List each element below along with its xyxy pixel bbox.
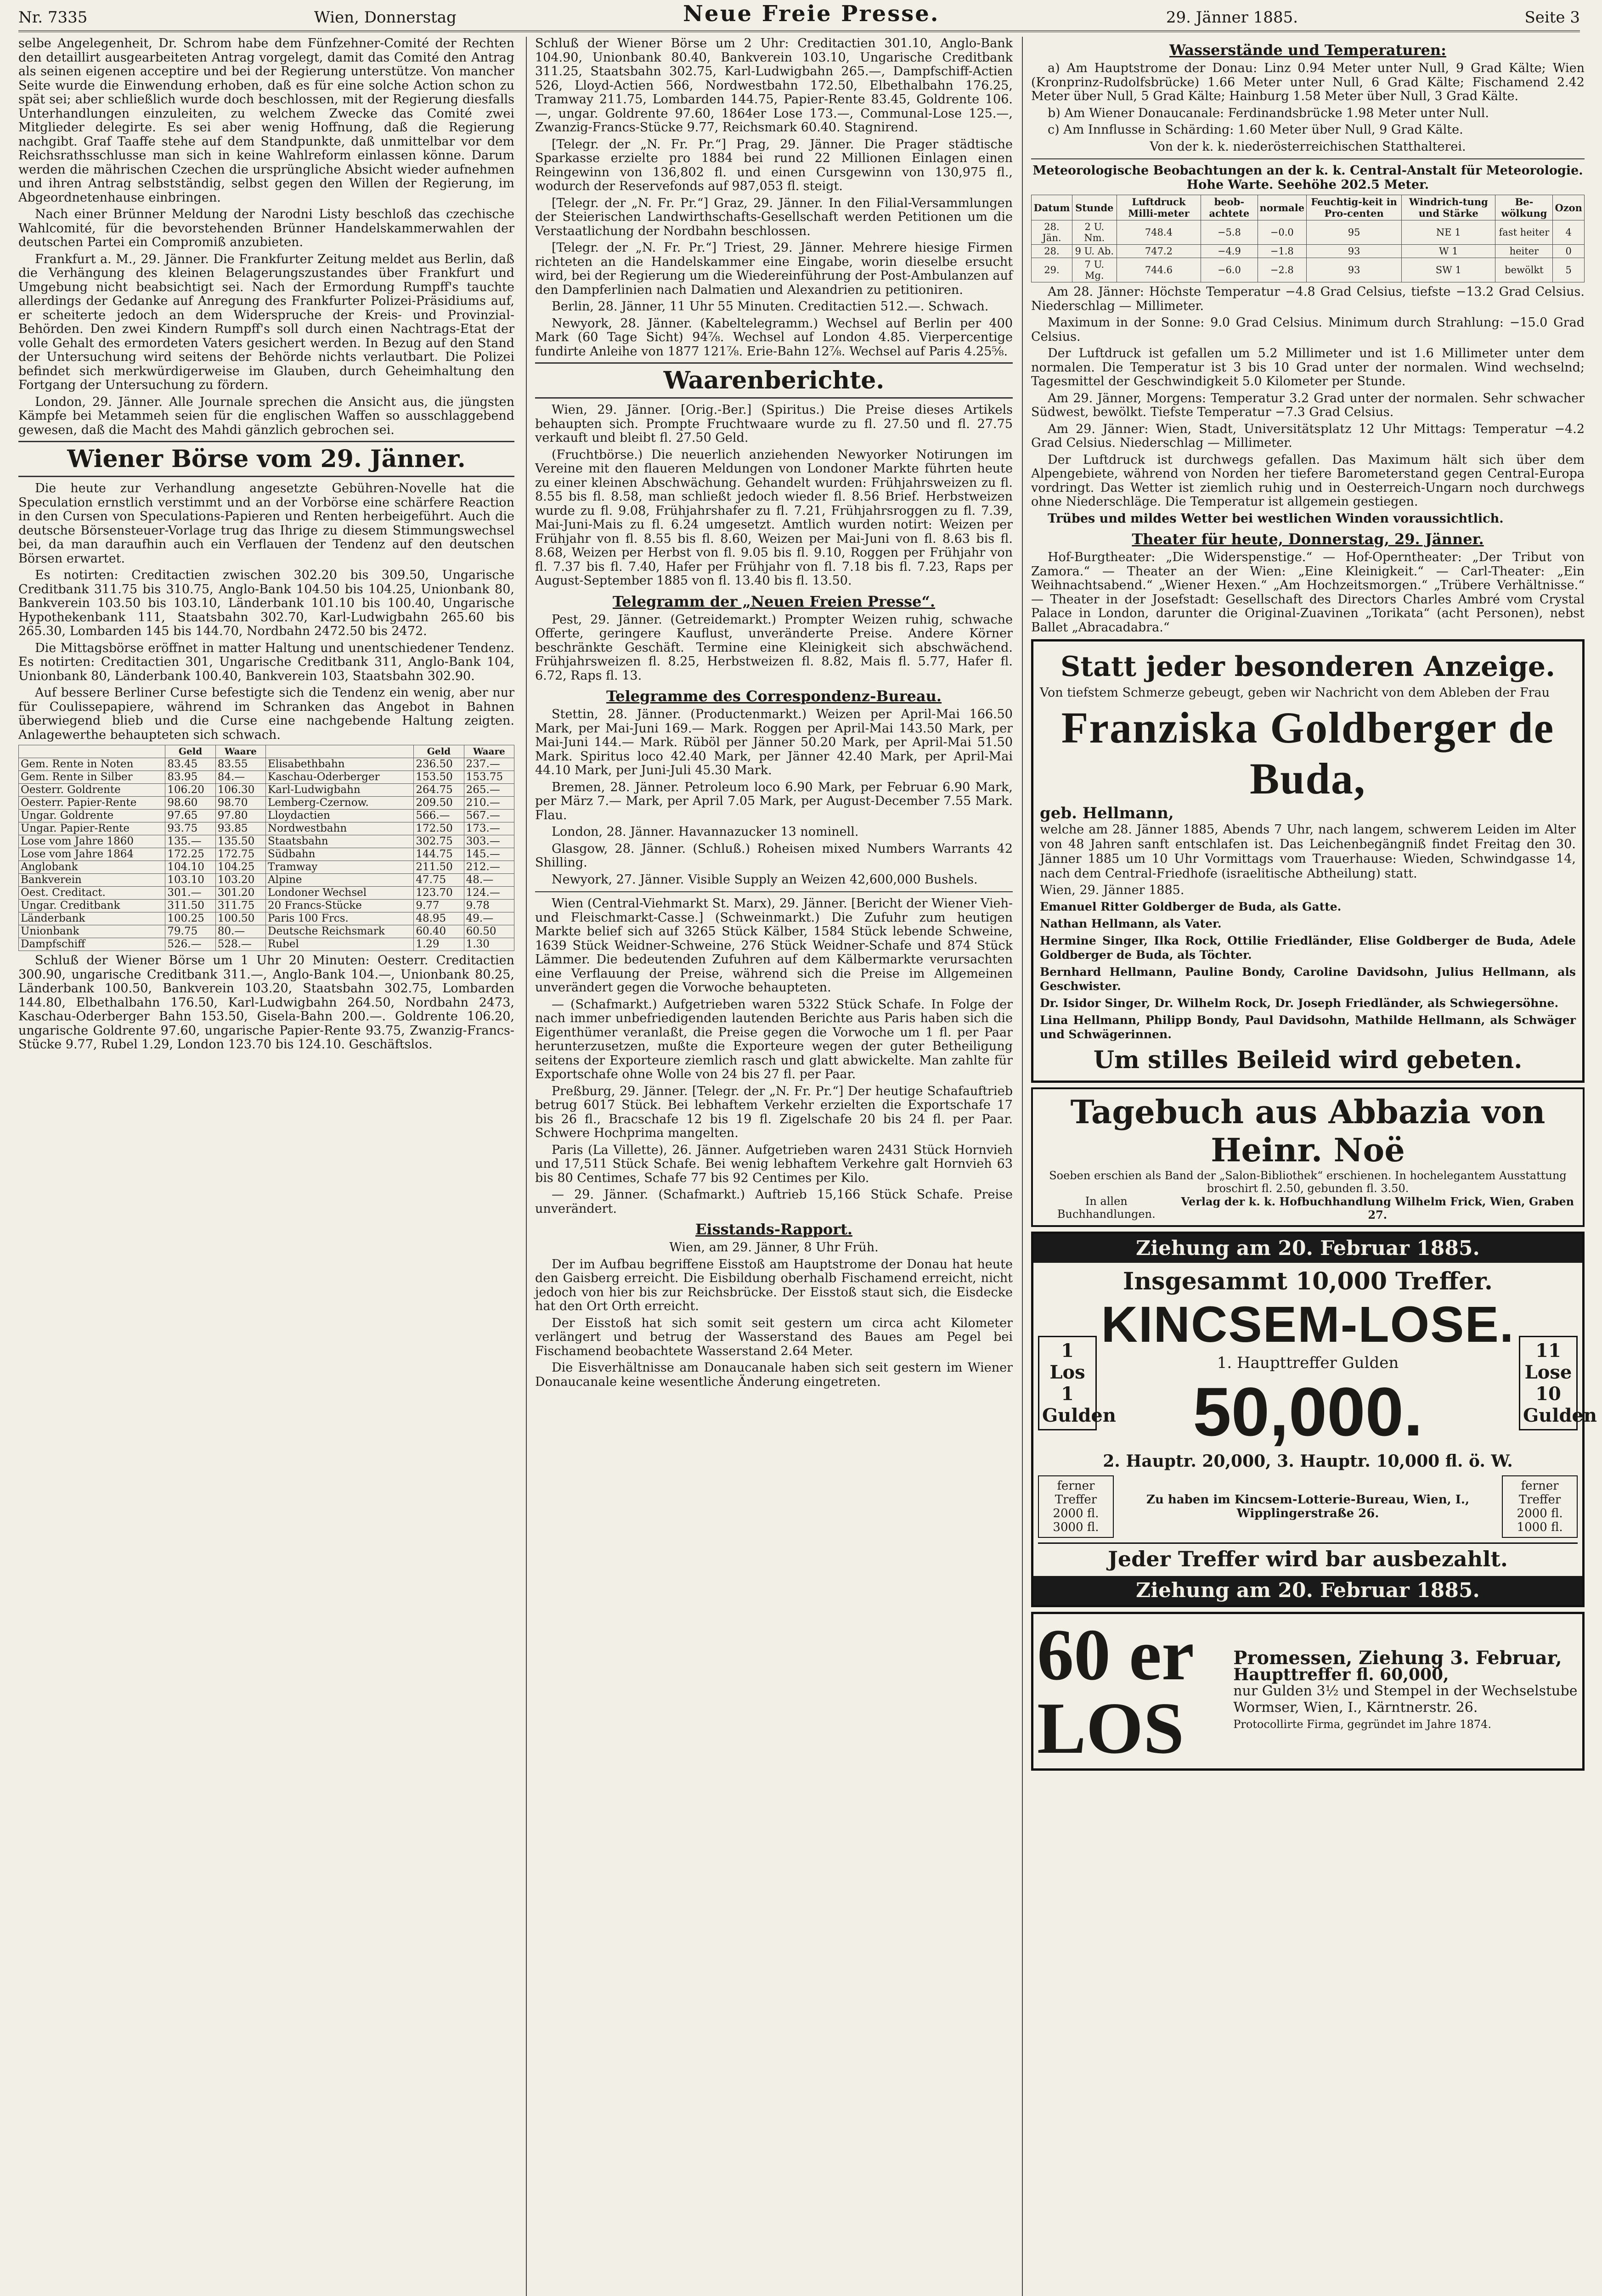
quotes-cell: Südbahn: [266, 848, 414, 861]
death-notice-heading: Statt jeder besonderen Anzeige.: [1060, 651, 1555, 683]
lottery-bulk-price: 11 Lose 10 Gulden: [1519, 1336, 1578, 1430]
london-report: London, 29. Jänner. Alle Journale sprechen die Ansicht aus, die jüngsten Kämpfe bei Metammeh seien für die englischen Waffen so ausschlaggebend gewesen, daß die Macht des Mahdi gänzlich gebrochen sei.: [18, 394, 514, 437]
quotes-cell: Oest. Creditact.: [19, 887, 165, 900]
meteorology-header-cell: beob-achtete: [1201, 195, 1258, 220]
quotes-cell: 211.50: [414, 861, 464, 874]
quotes-cell: 93.75: [165, 822, 215, 835]
ice-report-paragraph: Der im Aufbau begriffene Eisstoß am Hauptstrome der Donau hat heute den Gaisberg erreicht. Die Eisbildung oberhalb Fischamend erreicht, nicht jedoch von hier bis zur Reichsbrücke. Der Eisstoß staut sich, die Eisdecke hat den Ort Orth erreicht.: [535, 1257, 1013, 1313]
promessen-ad: [1031, 1612, 1585, 1771]
quotes-cell: 48.—: [464, 874, 514, 887]
quotes-cell: 135.—: [165, 835, 215, 848]
meteorology-cell: 744.6: [1117, 258, 1201, 282]
quotes-cell: Unionbank: [19, 925, 165, 938]
quotes-cell: 83.45: [165, 758, 215, 771]
mourner-line: Bernhard Hellmann, Pauline Bondy, Caroline Davidsohn, Julius Hellmann, als Geschwister.: [1040, 965, 1576, 993]
lottery-footer: Jeder Treffer wird bar ausbezahlt.: [1038, 1542, 1578, 1571]
quotes-cell: 104.10: [165, 861, 215, 874]
mourner-line: Nathan Hellmann, als Vater.: [1040, 917, 1222, 930]
table-row: [19, 925, 514, 938]
lottery-main-label: 1. Haupttreffer Gulden: [1217, 1354, 1399, 1372]
quotes-cell: 210.—: [464, 797, 514, 810]
meteorology-header-cell: Datum: [1032, 195, 1072, 220]
meteorology-cell: 93: [1307, 245, 1402, 258]
quotes-cell: 106.30: [215, 784, 265, 797]
ice-report-date: Wien, am 29. Jänner, 8 Uhr Früh.: [669, 1240, 879, 1255]
meteorology-table: [1031, 195, 1585, 282]
book-ad: [1031, 1087, 1585, 1227]
sheep-market-report-2: — 29. Jänner. (Schafmarkt.) Auftrieb 15,166 Stück Schafe. Preise unverändert.: [535, 1187, 1013, 1216]
death-notice-closing: Um stilles Beileid wird gebeten.: [1093, 1046, 1523, 1074]
meteorology-header-cell: Luftdruck Milli-meter: [1117, 195, 1201, 220]
quotes-header-cell: Geld: [414, 745, 464, 758]
meteorology-cell: −4.9: [1201, 245, 1258, 258]
newspaper-title: Neue Freie Presse.: [683, 1, 940, 27]
quotes-cell: Ungar. Creditbank: [19, 900, 165, 912]
lottery-extra-prizes: ferner Treffer 2000 fl. 1000 fl.: [1502, 1475, 1578, 1538]
quotes-cell: 237.—: [464, 758, 514, 771]
quotes-cell: 302.75: [414, 835, 464, 848]
meteorology-cell: 28. Jän.: [1032, 220, 1072, 245]
page-number: Seite 3: [1524, 8, 1580, 27]
quotes-cell: Kaschau-Oderberger: [266, 771, 414, 784]
table-row: [19, 835, 514, 848]
table-row: [19, 938, 514, 951]
quotes-cell: Anglobank: [19, 861, 165, 874]
boerse-paragraph: Die heute zur Verhandlung angesetzte Gebühren-Novelle hat die Speculation ernstlich verstimmt und an der Vorbörse eine schärfere Reaction in den Cursen von Speculations-Papieren und Renten herbeigeführt. Auch die deutsche Börsensteuer-Vorlage trug das Ihrige zu diesem Stimmungswechsel bei, da man daraufhin auch ein Verflauen der Tendenz auf den deutschen Börsen erwartet.: [18, 481, 514, 566]
quotes-cell: 48.95: [414, 912, 464, 925]
quotes-cell: 311.50: [165, 900, 215, 912]
meteorology-cell: 9 U. Ab.: [1072, 245, 1117, 258]
lottery-ad: [1031, 1232, 1597, 1607]
quotes-cell: Gem. Rente in Silber: [19, 771, 165, 784]
column-2: [526, 37, 1013, 2296]
issue-number: Nr. 7335: [18, 8, 88, 27]
quotes-cell: Länderbank: [19, 912, 165, 925]
quotes-cell: Staatsbahn: [266, 835, 414, 848]
quotes-cell: Oesterr. Goldrente: [19, 784, 165, 797]
quotes-cell: 97.65: [165, 810, 215, 822]
quotes-cell: Gem. Rente in Noten: [19, 758, 165, 771]
table-row: [19, 758, 514, 771]
meteorology-paragraph: Der Luftdruck ist gefallen um 5.2 Millimeter und ist 1.6 Millimeter unter dem normalen. Die Temperatur ist 3 bis 10 Grad unter der normalen. Wind wechselnd; Tagesmittel der Geschwindigkeit 5.0 Kilometer per Stunde.: [1031, 346, 1585, 388]
water-levels-source: Von der k. k. niederösterreichischen Statthalterei.: [1150, 139, 1466, 154]
mourner-line: Emanuel Ritter Goldberger de Buda, als Gatte.: [1040, 900, 1342, 913]
lottery-total: Insgesammt 10,000 Treffer.: [1123, 1267, 1493, 1295]
column-3: [1022, 37, 1597, 2296]
lottery-seller: Zu haben im Kincsem-Lotterie-Bureau, Wien, I., Wipplingerstraße 26.: [1146, 1493, 1469, 1520]
quotes-cell: 123.70: [414, 887, 464, 900]
quotes-cell: 100.25: [165, 912, 215, 925]
table-row: [19, 912, 514, 925]
mourner-line: Lina Hellmann, Philipp Bondy, Paul Davidsohn, Mathilde Hellmann, als Schwäger und Schwägerinnen.: [1040, 1013, 1576, 1041]
quotes-cell: 311.75: [215, 900, 265, 912]
book-shops: In allen Buchhandlungen.: [1057, 1195, 1156, 1221]
quotes-cell: Deutsche Reichsmark: [266, 925, 414, 938]
quotes-cell: 9.77: [414, 900, 464, 912]
promessen-firm: Protocollirte Firma, gegründet im Jahre 1874.: [1233, 1718, 1492, 1731]
quotes-cell: Lose vom Jahre 1864: [19, 848, 165, 861]
death-notice-intro: Von tiefstem Schmerze gebeugt, geben wir Nachricht von dem Ableben der Frau: [1040, 686, 1550, 700]
quotes-cell: 303.—: [464, 835, 514, 848]
quotes-cell: Tramway: [266, 861, 414, 874]
quotes-cell: Lemberg-Czernow.: [266, 797, 414, 810]
quotes-cell: 172.75: [215, 848, 265, 861]
table-row: [19, 887, 514, 900]
meteorology-paragraph: Am 29. Jänner, Morgens: Temperatur 3.2 Grad unter der normalen. Sehr schwacher Südwest, bewölkt. Tiefste Temperatur −7.3 Grad Celsius.: [1031, 391, 1585, 419]
quotes-cell: Elisabethbahn: [266, 758, 414, 771]
meteorology-cell: −6.0: [1201, 258, 1258, 282]
sheep-market-report: — (Schafmarkt.) Aufgetrieben waren 5322 Stück Schafe. In Folge der nach immer unbefriedigenden lautenden Berichte aus Paris haben sich die Eigenthümer veranlaßt, die Preise gegen die Vorwoche um 1 fl. per Paar herunterzusetzen, mußte die Exporteure wegen der guter Betheiligung seitens der Exporteure ziemlich rasch und glatt abwickelte. Man zahlte für Exportschafe ohne Wolle von 24 bis 27 fl. per Paar.: [535, 997, 1013, 1081]
lottery-draw-date-bottom: Ziehung am 20. Februar 1885.: [1033, 1576, 1582, 1605]
death-notice: [1031, 639, 1585, 1083]
quotes-cell: 79.75: [165, 925, 215, 938]
lottery-extra-prizes: ferner Treffer 2000 fl. 3000 fl.: [1038, 1475, 1114, 1538]
prague-report: [Telegr. der „N. Fr. Pr.“] Prag, 29. Jänner. Die Prager städtische Sparkasse erzielte pro 1884 bei rund 22 Millionen Einlagen einen Reingewinn von 136,802 fl. und einen Cursgewinn von 130,975 fl., wodurch der Reservefonds auf 987,053 fl. steigt.: [535, 137, 1013, 193]
divider: [1031, 158, 1585, 159]
quotes-header-cell: Waare: [464, 745, 514, 758]
meteorology-cell: SW 1: [1402, 258, 1495, 282]
quotes-cell: 103.10: [165, 874, 215, 887]
quotes-header-cell: Waare: [215, 745, 265, 758]
table-row: [19, 874, 514, 887]
deceased-name: Franziska Goldberger de Buda,: [1061, 703, 1555, 803]
quotes-header-cell: Geld: [165, 745, 215, 758]
quotes-cell: 124.—: [464, 887, 514, 900]
deceased-born: geb. Hellmann,: [1040, 804, 1174, 822]
meteorology-header-cell: Stunde: [1072, 195, 1117, 220]
water-levels-paragraph: a) Am Hauptstrome der Donau: Linz 0.94 Meter unter Null, 9 Grad Kälte; Wien (Kronprinz-Rudolfsbrücke) 1.66 Meter unter Null, 6 Grad Kälte; Fischamend 2.42 Meter über Null, 5 Grad Kälte; Hainburg 1.58 Meter über Null, 3 Grad Kälte.: [1031, 61, 1585, 103]
meteorology-heading: Meteorologische Beobachtungen an der k. k. Central-Anstalt für Meteorologie. Hohe Warte. Seehöhe 202.5 Meter.: [1032, 163, 1583, 192]
meteorology-cell: −2.8: [1258, 258, 1307, 282]
meteorology-cell: heiter: [1495, 245, 1553, 258]
quotes-cell: 60.40: [414, 925, 464, 938]
quotes-cell: 172.25: [165, 848, 215, 861]
table-row: [19, 848, 514, 861]
meteorology-cell: 95: [1307, 220, 1402, 245]
quotes-cell: Lloydactien: [266, 810, 414, 822]
pressburg-report: Preßburg, 29. Jänner. [Telegr. der „N. Fr. Pr.“] Der heutige Schafauftrieb betrug 6017 Stück. Bei lebhaftem Verkehr erzielten die Exportschafe 17 bis 26 fl., Bracschafe 12 bis 19 fl. Zigelschafe 20 bis 24 fl. per Paar. Schwere Hochprima mangelten.: [535, 1084, 1013, 1140]
meteorology-cell: −5.8: [1201, 220, 1258, 245]
glasgow-report: Glasgow, 28. Jänner. (Schluß.) Roheisen mixed Numbers Warrants 42 Shilling.: [535, 841, 1013, 870]
quotes-cell: 528.—: [215, 938, 265, 951]
article-paragraph: Nach einer Brünner Meldung der Narodni Listy beschloß das czechische Wahlcomité, für die bevorstehenden Brünner Handelskammerwahlen der deutschen Partei ein Compromiß anzubieten.: [18, 207, 514, 249]
table-row: [1032, 220, 1585, 245]
book-subtitle: Soeben erschien als Band der „Salon-Bibliothek“ erschienen. In hochelegantem Ausstattung broschirt fl. 2.50, gebunden fl. 3.50.: [1049, 1169, 1567, 1195]
promessen-number: 60 er LOS: [1037, 1614, 1193, 1769]
quotes-cell: 80.—: [215, 925, 265, 938]
quotes-cell: 135.50: [215, 835, 265, 848]
divider: [535, 891, 1013, 892]
weather-forecast: Trübes und mildes Wetter bei westlichen Winden voraussichtlich.: [1048, 511, 1504, 526]
meteorology-cell: 4: [1553, 220, 1585, 245]
graz-report: [Telegr. der „N. Fr. Pr.“] Graz, 29. Jänner. In den Filial-Versammlungen der Steierischen Landwirthschafts-Gesellschaft werden Petitionen um die Verstaatlichung der Nordbahn beschlossen.: [535, 196, 1013, 238]
bremen-report: Bremen, 28. Jänner. Petroleum loco 6.90 Mark, per Februar 6.90 Mark, per März 7.— Mark, per April 7.05 Mark, per August-December 7.55 Mark. Flau.: [535, 780, 1013, 822]
ice-report-paragraph: Der Eisstoß hat sich somit seit gestern um circa acht Kilometer verlängert und betrug der Wasserstand des Baues am Pegel bei Fischamend beobachtete Wasserstand 2.64 Meter.: [535, 1316, 1013, 1358]
water-levels-paragraph: c) Am Innflusse in Schärding: 1.60 Meter über Null, 9 Grad Kälte.: [1048, 123, 1463, 137]
ice-report-heading: Eisstands-Rapport.: [695, 1221, 852, 1238]
quotes-cell: Paris 100 Frcs.: [266, 912, 414, 925]
waaren-heading: Waarenberichte.: [535, 362, 1013, 399]
quotes-cell: 236.50: [414, 758, 464, 771]
meteorology-cell: 29.: [1032, 258, 1072, 282]
quotes-cell: 9.78: [464, 900, 514, 912]
table-row: [19, 900, 514, 912]
meteorology-cell: 93: [1307, 258, 1402, 282]
page-header: [18, 0, 1580, 32]
quotes-cell: Dampfschiff: [19, 938, 165, 951]
meteorology-cell: 7 U. Mg.: [1072, 258, 1117, 282]
promessen-prize: Haupttreffer fl. 60,000,: [1233, 1665, 1449, 1684]
meteorology-header-cell: Feuchtig-keit in Pro-centen: [1307, 195, 1402, 220]
meteorology-cell: bewölkt: [1495, 258, 1553, 282]
promessen-details: nur Gulden 3½ und Stempel in der Wechselstube Wormser, Wien, I., Kärntnerstr. 26.: [1233, 1683, 1578, 1716]
quotes-cell: Ungar. Papier-Rente: [19, 822, 165, 835]
boerse-heading: Wiener Börse vom 29. Jänner.: [18, 441, 514, 477]
meteorology-header-cell: Ozon: [1553, 195, 1585, 220]
quotes-cell: 566.—: [414, 810, 464, 822]
table-row: [1032, 245, 1585, 258]
quotes-cell: 47.75: [414, 874, 464, 887]
theater-heading: Theater für heute, Donnerstag, 29. Jänner.: [1132, 530, 1484, 548]
promessen-headline: Promessen, Ziehung 3. Februar,: [1233, 1647, 1562, 1669]
correspondenz-heading: Telegramme des Correspondenz-Bureau.: [606, 687, 942, 705]
quotes-cell: Bankverein: [19, 874, 165, 887]
quotes-table: [18, 745, 514, 951]
meteorology-paragraph: Maximum in der Sonne: 9.0 Grad Celsius. Minimum durch Strahlung: −15.0 Grad Celsius.: [1031, 315, 1585, 344]
lottery-single-price: 1 Los 1 Gulden: [1038, 1336, 1097, 1430]
quotes-cell: 98.60: [165, 797, 215, 810]
theater-listing: Hof-Burgtheater: „Die Widerspenstige.“ — Hof-Operntheater: „Der Tribut von Zamora.“ — Theater an der Wien: „Eine Kleinigkeit.“ — Carl-Theater: „Ein Weihnachtsabend.“ „Wiener Hexen.“ „Am Hochzeitsmorgen.“ „Trübere Verhältnisse.“ — Theater in der Josefstadt: Gesellschaft des Directors Charles Ambré vom Crystal Palace in London, darunter die Original-Zuavinen „Torikata“ (acht Personen), nebst Ballet „Abracadabra.“: [1031, 550, 1585, 635]
meteorology-cell: 748.4: [1117, 220, 1201, 245]
quotes-header-cell: [266, 745, 414, 758]
berlin-report: Berlin, 28. Jänner, 11 Uhr 55 Minuten. Creditactien 512.—. Schwach.: [552, 299, 989, 314]
column-1: [18, 37, 514, 2296]
boerse-paragraph: Es notirten: Creditactien zwischen 302.20 bis 309.50, Ungarische Creditbank 311.75 bis 310.75, Anglo-Bank 104.50 bis 104.25, Unionbank 80, Bankverein 103.50 bis 103.10, Länderbank 101.10 bis 100.40, Ungarische Hypothekenbank 111, Staatsbahn 302.70, Karl-Ludwigbahn 265.60 bis 265.30, Lombarden 145 bis 144.70, Nordbahn 2472.50 bis 2472.: [18, 568, 514, 638]
meteorology-cell: −0.0: [1258, 220, 1307, 245]
meteorology-cell: 747.2: [1117, 245, 1201, 258]
london-sugar-report: London, 28. Jänner. Havannazucker 13 nominell.: [552, 825, 859, 839]
meteorology-cell: fast heiter: [1495, 220, 1553, 245]
water-levels-heading: Wasserstände und Temperaturen:: [1169, 41, 1446, 59]
quotes-cell: 144.75: [414, 848, 464, 861]
lottery-other-prizes: 2. Hauptr. 20,000, 3. Hauptr. 10,000 fl. ö. W.: [1103, 1452, 1513, 1471]
quotes-cell: 209.50: [414, 797, 464, 810]
quotes-cell: Londoner Wechsel: [266, 887, 414, 900]
quotes-cell: 93.85: [215, 822, 265, 835]
meteorology-cell: W 1: [1402, 245, 1495, 258]
mourner-line: Dr. Isidor Singer, Dr. Wilhelm Rock, Dr. Joseph Friedländer, als Schwiegersöhne.: [1040, 996, 1559, 1010]
issue-place-day: Wien, Donnerstag: [314, 8, 457, 27]
trieste-report: [Telegr. der „N. Fr. Pr.“] Triest, 29. Jänner. Mehrere hiesige Firmen richteten an die Handelskammer eine Eingabe, worin dieselbe ersucht wird, bei der Regierung um die Wiedereinführung der Post-Ambulanzen auf den Dampferlinien nach Dalmatien und Alexandrien zu petitioniren.: [535, 241, 1013, 297]
quotes-cell: 20 Francs-Stücke: [266, 900, 414, 912]
cattle-market-report: Wien (Central-Viehmarkt St. Marx), 29. Jänner. [Bericht der Wiener Vieh- und Fleischmarkt-Casse.] (Schweinmarkt.) Die Zufuhr zum heutigen Markte belief sich auf 3265 Stück Kälber, 1584 Stück lebende Schweine, 1639 Stück Weidner-Schweine, 276 Stück Weidner-Schafe und 874 Stück Lämmer. Die bedeutenden Zufuhren auf dem Kälbermarkte verursachten eine Verflauung der Preise, während sich die Preise im Allgemeinen unverändert gegen die Vorwoche behaupteten.: [535, 896, 1013, 995]
quotes-header-cell: [19, 745, 165, 758]
quotes-cell: Rubel: [266, 938, 414, 951]
fruchtboerse-report: (Fruchtbörse.) Die neuerlich anziehenden Newyorker Notirungen im Vereine mit den flaueren Meldungen von Londoner Markte führten heute zu einer kleinen Abschwächung. Gehandelt wurden: Frühjahrsweizen zu fl. 8.55 bis fl. 8.58, man schließt jedoch wieder fl. 8.56 Brief. Herbstweizen wurde zu fl. 9.08, Frühjahrshafer zu fl. 7.21, Frühjahrsroggen zu fl. 7.39, Mai-Juni-Mais zu fl. 6.24 umgesetzt. Amtlich wurden notirt: Weizen per Frühjahr von fl. 8.55 bis fl. 8.60, Weizen per Mai-Juni von fl. 8.63 bis fl. 8.68, Weizen per Herbst von fl. 9.05 bis fl. 9.10, Roggen per Frühjahr von fl. 7.37 bis fl. 7.40, Hafer per Frühjahr von fl. 7.18 bis fl. 7.23, Raps per August-September 1885 von fl. 13.40 bis fl. 13.50.: [535, 447, 1013, 588]
spiritus-report: Wien, 29. Jänner. [Orig.-Ber.] (Spiritus.) Die Preise dieses Artikels behaupten sich. Prompte Fruchtwaare wurde zu fl. 27.50 und fl. 27.75 verkauft und bleibt fl. 27.50 Geld.: [535, 403, 1013, 445]
quotes-cell: 153.75: [464, 771, 514, 784]
death-notice-place: Wien, 29. Jänner 1885.: [1040, 883, 1185, 897]
quotes-cell: 265.—: [464, 784, 514, 797]
meteorology-header-cell: Windrich-tung und Stärke: [1402, 195, 1495, 220]
quotes-cell: 98.70: [215, 797, 265, 810]
meteorology-cell: −1.8: [1258, 245, 1307, 258]
article-paragraph: selbe Angelegenheit, Dr. Schrom habe dem Fünfzehner-Comité der Rechten den detaillirt ausgearbeiteten Antrag vorgelegt, damit das Comité den Antrag als seinen eigenen acceptire und bei der Regierung unterstütze. Von mancher Seite wurde die Einwendung erhoben, daß es für eine solche Action schon zu spät sei; aber schließlich wurde doch beschlossen, mit der Regierung diesfalls Unterhandlungen einzuleiten, zu welchem Zwecke das Comité zwei Mitglieder delegirte. Es sei aber wenig Hoffnung, daß die Regierung nachgibt. Graf Taaffe stehe auf dem Standpunkte, daß unmittelbar vor dem Reichsrathsschlusse man sich in keine Wahlreform einlassen könne. Darum werden die mährischen Czechen die ursprüngliche Absicht wieder aufnehmen und ihren Antrag selbstständig, selbst gegen den Willen der Regierung, im Abgeordnetenhause einbringen.: [18, 36, 514, 205]
quotes-cell: Lose vom Jahre 1860: [19, 835, 165, 848]
water-levels-paragraph: b) Am Wiener Donaucanale: Ferdinandsbrücke 1.98 Meter unter Null.: [1048, 106, 1489, 120]
book-publisher: Verlag der k. k. Hofbuchhandlung Wilhelm Frick, Wien, Graben 27.: [1181, 1195, 1574, 1221]
newyork-report: Newyork, 28. Jänner. (Kabeltelegramm.) Wechsel auf Berlin per 400 Mark (60 Tage Sicht) 94⅞. Wechsel auf London 4.85. Vierpercentige fundirte Anleihe von 1877 121⅞. Erie-Bahn 12⅞. Wechsel auf Paris 4.25⅝.: [535, 316, 1013, 359]
issue-date: 29. Jänner 1885.: [1166, 8, 1298, 27]
quotes-cell: Karl-Ludwigbahn: [266, 784, 414, 797]
boerse-closing: Schluß der Wiener Börse um 1 Uhr 20 Minuten: Oesterr. Creditactien 300.90, ungarische Creditbank 311.—, Anglo-Bank 104.—, Unionbank 80.25, Länderbank 100.50, Bankverein 103.20, Staatsbahn 302.75, Lombarden 144.80, Elbethalbahn 176.50, Karl-Ludwigbahn 264.50, Nordbahn 2473, Kaschau-Oderberger Bahn 153.50, Gisela-Bahn 200.—. Goldrente 106.20, ungarische Goldrente 97.60, ungarische Papier-Rente 93.75, Zwanzig-Francs-Stücke 9.77, Rubel 1.29, London 123.70 bis 124.10. Geschäftslos.: [18, 953, 514, 1052]
quotes-cell: 106.20: [165, 784, 215, 797]
table-row: [1032, 258, 1585, 282]
quotes-cell: Oesterr. Papier-Rente: [19, 797, 165, 810]
stettin-report: Stettin, 28. Jänner. (Productenmarkt.) Weizen per April-Mai 166.50 Mark, per Mai-Juni 169.— Mark. Roggen per April-Mai 143.50 Mark, per Mai-Juni 144.— Mark. Rüböl per Jänner 50.20 Mark, per April-Mai 51.50 Mark. Spiritus loco 42.40 Mark, per Jänner 42.40 Mark, per April-Mai 44.10 Mark, per Juni-Juli 45.30 Mark.: [535, 707, 1013, 777]
meteorology-paragraph: Am 29. Jänner: Wien, Stadt, Universitätsplatz 12 Uhr Mittags: Temperatur −4.2 Grad Celsius. Niederschlag — Millimeter.: [1031, 422, 1585, 450]
mourner-line: Hermine Singer, Ilka Rock, Ottilie Friedländer, Elise Goldberger de Buda, Adele Goldberger de Buda, als Töchter.: [1040, 934, 1576, 962]
death-notice-text: welche am 28. Jänner 1885, Abends 7 Uhr, nach langem, schwerem Leiden im Alter von 48 Jahren sanft entschlafen ist. Das Leichenbegängniß findet Freitag den 30. Jänner 1885 um 10 Uhr Vormittags vom Trauerhause: Wieden, Schwindgasse 14, nach dem Central-Friedhofe (israelitische Abtheilung) statt.: [1040, 822, 1576, 881]
quotes-cell: 100.50: [215, 912, 265, 925]
meteorology-cell: 0: [1553, 245, 1585, 258]
quotes-cell: 83.95: [165, 771, 215, 784]
lottery-draw-date: Ziehung am 20. Februar 1885.: [1033, 1234, 1582, 1263]
table-row: [19, 861, 514, 874]
meteorology-cell: 2 U. Nm.: [1072, 220, 1117, 245]
meteorology-cell: 5: [1553, 258, 1585, 282]
quotes-cell: Nordwestbahn: [266, 822, 414, 835]
ice-report-paragraph: Die Eisverhältnisse am Donaucanale haben sich seit gestern im Wiener Donaucanale keine wesentliche Änderung eingetreten.: [535, 1361, 1013, 1389]
quotes-cell: 173.—: [464, 822, 514, 835]
pest-report: Pest, 29. Jänner. (Getreidemarkt.) Prompter Weizen ruhig, schwache Offerte, geringere Kauflust, unveränderte Preise. Andere Körner beschränkte Geschäft. Termine eine Kleinigkeit sich abschwächend. Frühjahrsweizen fl. 8.25, Herbstweizen fl. 8.82, Mais fl. 5.77, Hafer fl. 6.72, Raps fl. 13.: [535, 612, 1013, 683]
meteorology-paragraph: Der Luftdruck ist durchwegs gefallen. Das Maximum hält sich über dem Alpengebiete, während von Norden her tiefere Barometerstand gegen Central-Europa vordringt. Das Wetter ist ziemlich ruhig und in Oesterreich-Ungarn noch durchwegs ohne Niederschläge. Die Temperatur ist allgemein gestiegen.: [1031, 452, 1585, 509]
quotes-cell: 1.29: [414, 938, 464, 951]
quotes-cell: 49.—: [464, 912, 514, 925]
quotes-cell: 526.—: [165, 938, 215, 951]
meteorology-header-cell: normale: [1258, 195, 1307, 220]
quotes-cell: 104.25: [215, 861, 265, 874]
quotes-cell: 153.50: [414, 771, 464, 784]
boerse-paragraph: Auf bessere Berliner Curse befestigte sich die Tendenz ein wenig, aber nur für Coulissepapiere, während im Schranken das Angebot in Bahnen überwiegend blieb und die Curse eine nachgebende Haltung zeigten. Anlagewerthe behaupteten sich schwach.: [18, 686, 514, 742]
quotes-cell: Ungar. Goldrente: [19, 810, 165, 822]
table-row: [19, 771, 514, 784]
table-row: [19, 822, 514, 835]
quotes-cell: 172.50: [414, 822, 464, 835]
newyork-wheat-report: Newyork, 27. Jänner. Visible Supply an Weizen 42,600,000 Bushels.: [552, 872, 978, 887]
meteorology-paragraph: Am 28. Jänner: Höchste Temperatur −4.8 Grad Celsius, tiefste −13.2 Grad Celsius. Niederschlag — Millimeter.: [1031, 285, 1585, 313]
quotes-cell: 264.75: [414, 784, 464, 797]
quotes-cell: 212.—: [464, 861, 514, 874]
book-title: Tagebuch aus Abbazia von Heinr. Noë: [1070, 1093, 1546, 1169]
table-row: [19, 784, 514, 797]
boerse-paragraph: Die Mittagsbörse eröffnet in matter Haltung und unentschiedener Tendenz. Es notirten: Creditactien 301, Ungarische Creditbank 311, Anglo-Bank 104, Unionbank 80, Länderbank 100.40, Bankverein 103, Staatsbahn 302.90.: [18, 641, 514, 683]
quotes-cell: 567.—: [464, 810, 514, 822]
quotes-cell: 145.—: [464, 848, 514, 861]
meteorology-cell: NE 1: [1402, 220, 1495, 245]
quotes-cell: 60.50: [464, 925, 514, 938]
quotes-cell: 84.—: [215, 771, 265, 784]
paris-report: Paris (La Villette), 26. Jänner. Aufgetrieben waren 2431 Stück Hornvieh und 17,511 Stück Schafe. Bei wenig lebhaftem Verkehre galt Hornvieh 63 bis 80 Centimes, Schafe 77 bis 92 Centimes per Kilo.: [535, 1142, 1013, 1185]
frankfurt-report: Frankfurt a. M., 29. Jänner. Die Frankfurter Zeitung meldet aus Berlin, daß die Verhängung des kleinen Belagerungszustandes über Frankfurt und Umgebung nicht beabsichtigt sei. Nach der Ermordung Rumpff's tauchte allerdings der Gedanke auf Anregung des Frankfurter Polizei-Präsidiums auf, er scheiterte jedoch an dem Widerspruche der Kreis- und Provinzial-Behörden. Den zwei Kindern Rumpff's soll durch einen Nachtrags-Etat der volle Gehalt des ermordeten Vaters gesichert werden. In Bezug auf den Stand der Untersuchung wird seitens der Behörde nichts verlautbart. Die Polizei befindet sich merkwürdigerweise im Glauben, durch Geheimhaltung den Fortgang der Untersuchung zu fördern.: [18, 252, 514, 392]
table-row: [19, 797, 514, 810]
boerse-closing-2: Schluß der Wiener Börse um 2 Uhr: Creditactien 301.10, Anglo-Bank 104.90, Unionbank 80.40, Bankverein 103.10, Ungarische Creditbank 311.25, Staatsbahn 302.75, Karl-Ludwigbahn 265.—, Dampfschiff-Actien 526, Lloyd-Actien 566, Nordwestbahn 172.50, Elbethalbahn 176.25, Tramway 211.75, Lombarden 144.75, Papier-Rente 83.45, Goldrente 106.—, ungar. Goldrente 97.60, 1864er Lose 173.—, Communal-Lose 125.—, Zwanzig-Francs-Stücke 9.77, Reichsmark 60.40. Stagnirend.: [535, 36, 1013, 135]
quotes-cell: 83.55: [215, 758, 265, 771]
quotes-cell: Alpine: [266, 874, 414, 887]
quotes-cell: 1.30: [464, 938, 514, 951]
quotes-cell: 97.80: [215, 810, 265, 822]
telegram-heading: Telegramm der „Neuen Freien Presse“.: [612, 592, 936, 610]
meteorology-header-cell: Be-wölkung: [1495, 195, 1553, 220]
meteorology-cell: 28.: [1032, 245, 1072, 258]
quotes-cell: 301.20: [215, 887, 265, 900]
quotes-cell: 103.20: [215, 874, 265, 887]
quotes-cell: 301.—: [165, 887, 215, 900]
lottery-name: KINCSEM-LOSE.: [1101, 1296, 1515, 1353]
table-row: [19, 810, 514, 822]
lottery-main-prize: 50,000.: [1193, 1373, 1423, 1450]
